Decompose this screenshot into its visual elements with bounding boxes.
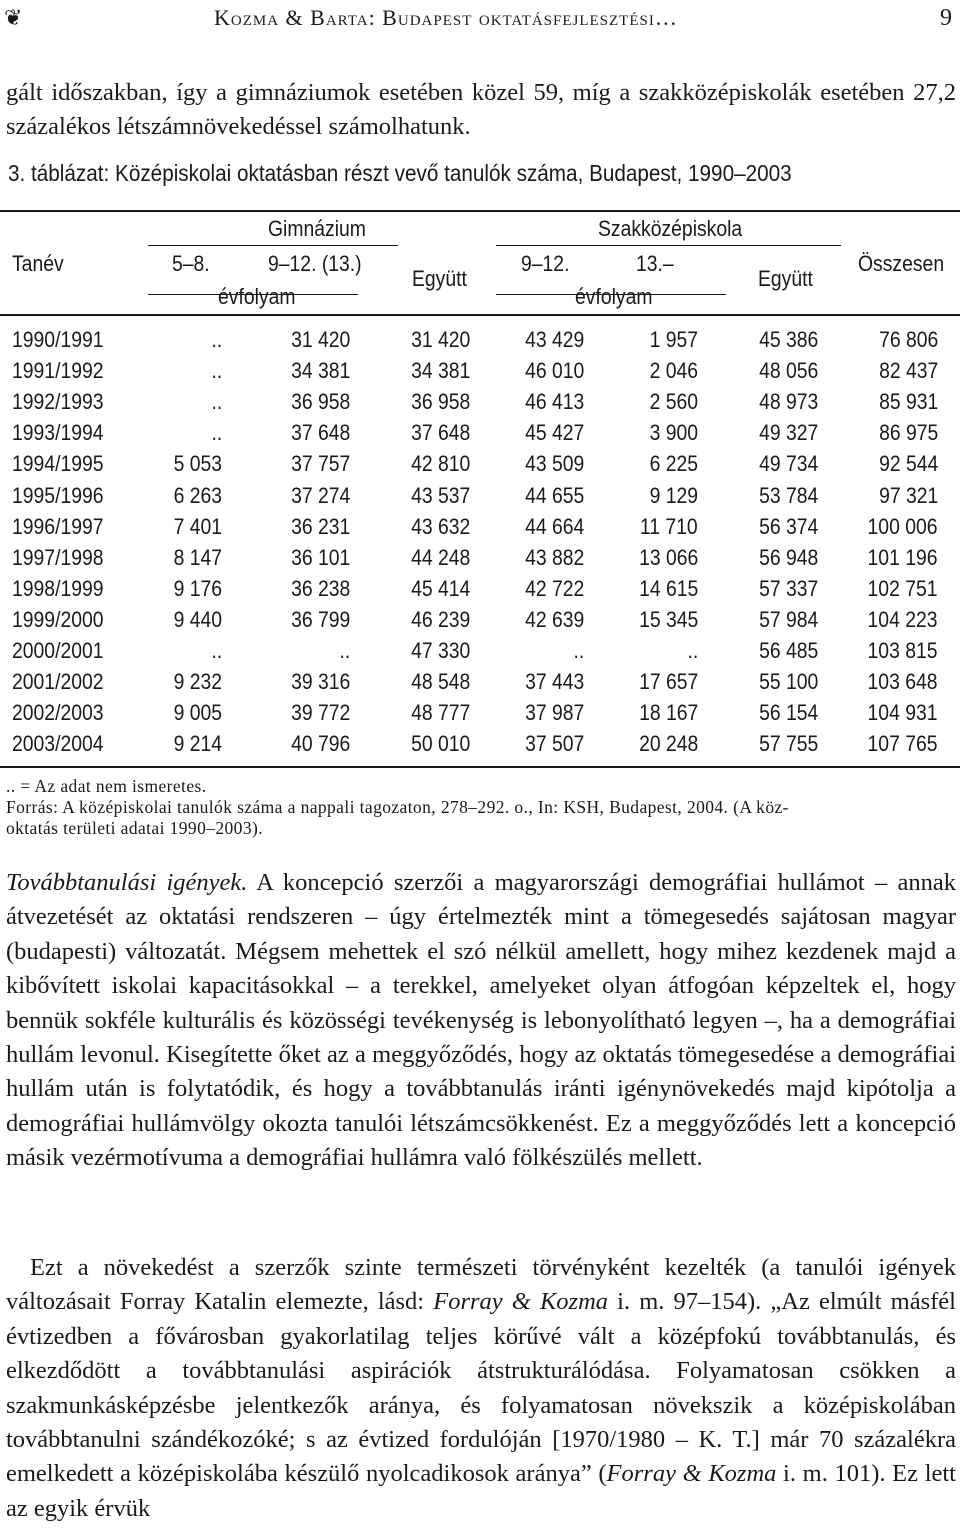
cell-szak-9-12: 44 664 <box>524 513 584 539</box>
table-caption <box>8 158 879 188</box>
cell-gim-9-12: 36 101 <box>290 544 350 570</box>
header-szak-egyutt: Együtt <box>758 266 813 291</box>
cell-gim-egyutt: 42 810 <box>410 451 470 477</box>
cell-gim-5-8: 8 147 <box>173 544 222 570</box>
cell-osszesen: 82 437 <box>878 358 938 384</box>
cell-tanev: 1995/1996 <box>12 482 104 508</box>
cell-szak-13: 17 657 <box>638 669 698 695</box>
cell-gim-9-12: 34 381 <box>290 358 350 384</box>
cell-szak-9-12: 42 722 <box>524 575 584 601</box>
cell-tanev: 1997/1998 <box>12 544 104 570</box>
table-row <box>0 576 960 607</box>
cell-szak-9-12: 42 639 <box>524 606 584 632</box>
cell-szak-9-12: 37 507 <box>524 731 584 757</box>
cell-szak-13: 14 615 <box>638 575 698 601</box>
section-lead-heading: Továbbtanulási igények. <box>6 869 248 896</box>
cell-szak-egyutt: 57 984 <box>758 606 818 632</box>
body-paragraph-2 <box>6 1251 956 1526</box>
cell-gim-9-12: 31 420 <box>290 327 350 352</box>
cell-osszesen: 100 006 <box>868 513 938 539</box>
cell-gim-5-8: .. <box>211 389 222 415</box>
cell-tanev: 1990/1991 <box>12 327 104 352</box>
cell-gim-egyutt: 50 010 <box>410 731 470 757</box>
cell-szak-egyutt: 45 386 <box>758 327 818 352</box>
cell-tanev: 1991/1992 <box>12 358 104 384</box>
cell-tanev: 1994/1995 <box>12 451 104 477</box>
cell-tanev: 1999/2000 <box>12 606 104 632</box>
gimnazium-group-rule <box>148 245 398 246</box>
cell-tanev: 1998/1999 <box>12 575 104 601</box>
cell-gim-egyutt: 31 420 <box>410 327 470 352</box>
cell-gim-5-8: 9 440 <box>173 606 222 632</box>
cell-gim-egyutt: 43 537 <box>410 482 470 508</box>
cell-osszesen: 103 815 <box>868 638 938 663</box>
cell-gim-egyutt: 46 239 <box>410 606 470 632</box>
fleuron-icon: ❦ <box>4 5 23 30</box>
header-gim-evfolyam: évfolyam <box>218 284 296 309</box>
header-gimnazium: Gimnázium <box>268 216 366 241</box>
header-szak-13: 13.– <box>636 251 674 276</box>
cell-gim-9-12: 36 238 <box>290 575 350 601</box>
cell-gim-egyutt: 44 248 <box>410 544 470 570</box>
cell-gim-egyutt: 48 777 <box>410 700 470 726</box>
cell-szak-egyutt: 53 784 <box>758 482 818 508</box>
table-row <box>0 514 960 545</box>
cell-gim-5-8: 9 176 <box>173 575 222 601</box>
cell-szak-13: 20 248 <box>638 731 698 757</box>
cell-szak-13: 1 957 <box>649 327 698 352</box>
cell-gim-5-8: 5 053 <box>173 451 222 477</box>
table-source-line-2: oktatás területi adatai 1990–2003). <box>6 818 263 838</box>
cell-szak-13: 9 129 <box>649 482 698 508</box>
table-top-rule <box>0 210 960 212</box>
cell-szak-egyutt: 56 948 <box>758 544 818 570</box>
cell-gim-9-12: .. <box>339 638 350 663</box>
cell-szak-egyutt: 56 374 <box>758 513 818 539</box>
table-row <box>0 358 960 389</box>
cell-gim-5-8: .. <box>211 327 222 352</box>
header-szak-9-12: 9–12. <box>521 251 570 276</box>
table-row <box>0 669 960 700</box>
body-paragraph-2-text-1: Ezt a növekedést a szerzők szinte természeti törvényként kezelték (a tanulói igények változásait Forray Katalin elemezte, lásd: <box>6 1254 956 1316</box>
cell-gim-9-12: 37 648 <box>290 420 350 446</box>
cell-osszesen: 92 544 <box>878 451 938 477</box>
cell-gim-5-8: .. <box>211 638 222 663</box>
table-row <box>0 483 960 514</box>
cell-tanev: 2003/2004 <box>12 731 104 757</box>
cell-gim-5-8: .. <box>211 420 222 446</box>
cell-osszesen: 104 931 <box>868 700 938 726</box>
cell-tanev: 1996/1997 <box>12 513 104 539</box>
cell-osszesen: 104 223 <box>868 606 938 632</box>
header-tanev: Tanév <box>12 251 64 276</box>
cell-szak-13: 13 066 <box>638 544 698 570</box>
cell-szak-egyutt: 56 154 <box>758 700 818 726</box>
table-row <box>0 420 960 451</box>
cell-gim-9-12: 37 274 <box>290 482 350 508</box>
cell-gim-egyutt: 48 548 <box>410 669 470 695</box>
cell-szak-egyutt: 49 327 <box>758 420 818 446</box>
cell-osszesen: 102 751 <box>868 575 938 601</box>
running-title: Kozma & Barta: Budapest oktatásfejlesztési… <box>214 5 678 30</box>
cell-gim-5-8: 9 214 <box>173 731 222 757</box>
cell-szak-9-12: 37 987 <box>524 700 584 726</box>
cell-osszesen: 101 196 <box>868 544 938 570</box>
cell-gim-5-8: .. <box>211 358 222 384</box>
table-row <box>0 327 960 358</box>
cell-tanev: 1992/1993 <box>12 389 104 415</box>
cell-szak-13: .. <box>687 638 698 663</box>
cell-szak-egyutt: 55 100 <box>758 669 818 695</box>
page-number: 9 <box>940 5 952 31</box>
cell-osszesen: 103 648 <box>868 669 938 695</box>
cell-gim-9-12: 36 799 <box>290 606 350 632</box>
cell-gim-9-12: 39 316 <box>290 669 350 695</box>
cell-gim-9-12: 36 231 <box>290 513 350 539</box>
cell-szak-9-12: 43 429 <box>524 327 584 352</box>
cell-osszesen: 85 931 <box>878 389 938 415</box>
table-notes <box>6 776 956 839</box>
cell-szak-13: 11 710 <box>640 513 698 539</box>
cell-gim-egyutt: 36 958 <box>410 389 470 415</box>
cell-osszesen: 107 765 <box>868 731 938 757</box>
cell-gim-egyutt: 37 648 <box>410 420 470 446</box>
header-szak-evfolyam: évfolyam <box>575 284 653 309</box>
cell-szak-9-12: .. <box>573 638 584 663</box>
table-source-line-1: Forrás: A középiskolai tanulók száma a nappali tagozaton, 278–292. o., In: KSH, Budapest, 2004. (A köz- <box>6 797 789 817</box>
cell-gim-5-8: 6 263 <box>173 482 222 508</box>
cell-szak-egyutt: 48 973 <box>758 389 818 415</box>
cell-szak-egyutt: 56 485 <box>758 638 818 663</box>
cell-szak-9-12: 43 509 <box>524 451 584 477</box>
data-table <box>0 210 960 768</box>
header-osszesen: Összesen <box>858 251 945 276</box>
cell-gim-egyutt: 47 330 <box>410 638 470 663</box>
table-bottom-rule <box>0 766 960 768</box>
table-note: .. = Az adat nem ismeretes. <box>6 776 207 796</box>
cell-osszesen: 97 321 <box>878 482 938 508</box>
cell-szak-13: 2 560 <box>649 389 698 415</box>
cell-szak-9-12: 46 010 <box>524 358 584 384</box>
cell-szak-13: 15 345 <box>638 606 698 632</box>
table-caption-text: 3. táblázat: Középiskolai oktatásban részt vevő tanulók száma, Budapest, 1990–2003 <box>8 160 792 186</box>
cell-gim-5-8: 9 005 <box>173 700 222 726</box>
table-header-rule <box>0 314 960 316</box>
cell-gim-egyutt: 34 381 <box>410 358 470 384</box>
intro-paragraph: gált időszakban, így a gimnáziumok esetében közel 59, míg a szakközépiskolák esetében 27,2 százalékos létszámnövekedéssel számolhatunk. <box>6 79 956 141</box>
cell-szak-13: 2 046 <box>649 358 698 384</box>
table-row <box>0 607 960 638</box>
body-paragraph-1 <box>6 866 956 1176</box>
body-paragraph-2-text-2: i. m. 97–154). „Az elmúlt másfél évtizedben a fővárosban gyakorlatilag teljes körűvé vált a középfokú továbbtanulás, és elkezdődött a továbbtanulási aspirációk átstrukturálódása. Folyamatosan csökken a szakmunkásképzésbe jelentkezők aránya, és folyamatosan növekszik a középiskolában továbbtanulni szándékozóké; s az évtized fordulóján [1970/1980 – K. T.] már 70 százalékra emelkedett a középiskolába készülő nyolcadikosok aránya” ( <box>6 1288 956 1488</box>
cell-gim-9-12: 39 772 <box>290 700 350 726</box>
cell-szak-egyutt: 57 755 <box>758 731 818 757</box>
cell-szak-9-12: 43 882 <box>524 544 584 570</box>
cell-szak-13: 6 225 <box>649 451 698 477</box>
szakkozepiskola-group-rule <box>496 245 841 246</box>
header-gim-egyutt: Együtt <box>412 266 467 291</box>
cell-gim-egyutt: 43 632 <box>410 513 470 539</box>
header-szakkozepiskola: Szakközépiskola <box>598 216 743 241</box>
cell-szak-9-12: 37 443 <box>524 669 584 695</box>
table-row <box>0 700 960 731</box>
cell-szak-9-12: 46 413 <box>524 389 584 415</box>
cell-osszesen: 76 806 <box>878 327 938 352</box>
cell-gim-9-12: 37 757 <box>290 451 350 477</box>
citation-forray-kozma-1: Forray & Kozma <box>433 1288 609 1316</box>
cell-szak-13: 18 167 <box>638 700 698 726</box>
table-row <box>0 731 960 762</box>
header-gim-9-12: 9–12. (13.) <box>268 251 362 276</box>
table-row <box>0 389 960 420</box>
cell-szak-9-12: 45 427 <box>524 420 584 446</box>
table-row <box>0 638 960 669</box>
running-header <box>4 2 956 34</box>
cell-szak-egyutt: 48 056 <box>758 358 818 384</box>
cell-tanev: 1993/1994 <box>12 420 104 446</box>
cell-szak-egyutt: 49 734 <box>758 451 818 477</box>
table-row <box>0 545 960 576</box>
cell-gim-9-12: 36 958 <box>290 389 350 415</box>
table-row <box>0 451 960 482</box>
body-paragraph-1-text: A koncepció szerzői a magyarországi demográfiai hullámot – annak átvezetését az oktatási rendszeren – úgy értelmezték mint a tömegesedés sajátosan magyar (budapesti) változatát. Mégsem mehettek el szó nélkül amellett, hogy mihez kezdenek majd a kibővített iskolai kapacitásokkal – a terekkel, amelyeket olyan átfogóan képzeltek el, hogy bennük sokféle kulturális és közösségi tevékenység is lebonyolítható legyen –, ha a demográfiai hullám levonul. Kisegítette őket az a meggyőződés, hogy az oktatás tömegesedése a demográfiai hullám után is folytatódik, és hogy a továbbtanulás iránti igénynövekedés majd kipótolja a demográfiai hullámvölgy okozta tanulói létszámcsökkenést. Ez a meggyőződés lett a koncepció másik vezérmotívuma a demográfiai hullámra való fölkészülés mellett. <box>6 869 956 1172</box>
cell-osszesen: 86 975 <box>878 420 938 446</box>
cell-szak-13: 3 900 <box>649 420 698 446</box>
cell-gim-5-8: 7 401 <box>173 513 222 539</box>
cell-tanev: 2000/2001 <box>12 638 104 663</box>
cell-gim-9-12: 40 796 <box>290 731 350 757</box>
cell-gim-egyutt: 45 414 <box>410 575 470 601</box>
cell-tanev: 2001/2002 <box>12 669 104 695</box>
body-paragraph-2-text-3: i. m. 101). Ez lett az egyik érvük <box>6 1460 956 1522</box>
cell-szak-egyutt: 57 337 <box>758 575 818 601</box>
cell-szak-9-12: 44 655 <box>524 482 584 508</box>
citation-forray-kozma-2: Forray & Kozma <box>606 1460 777 1488</box>
cell-tanev: 2002/2003 <box>12 700 104 726</box>
header-gim-5-8: 5–8. <box>172 251 210 276</box>
cell-gim-5-8: 9 232 <box>173 669 222 695</box>
